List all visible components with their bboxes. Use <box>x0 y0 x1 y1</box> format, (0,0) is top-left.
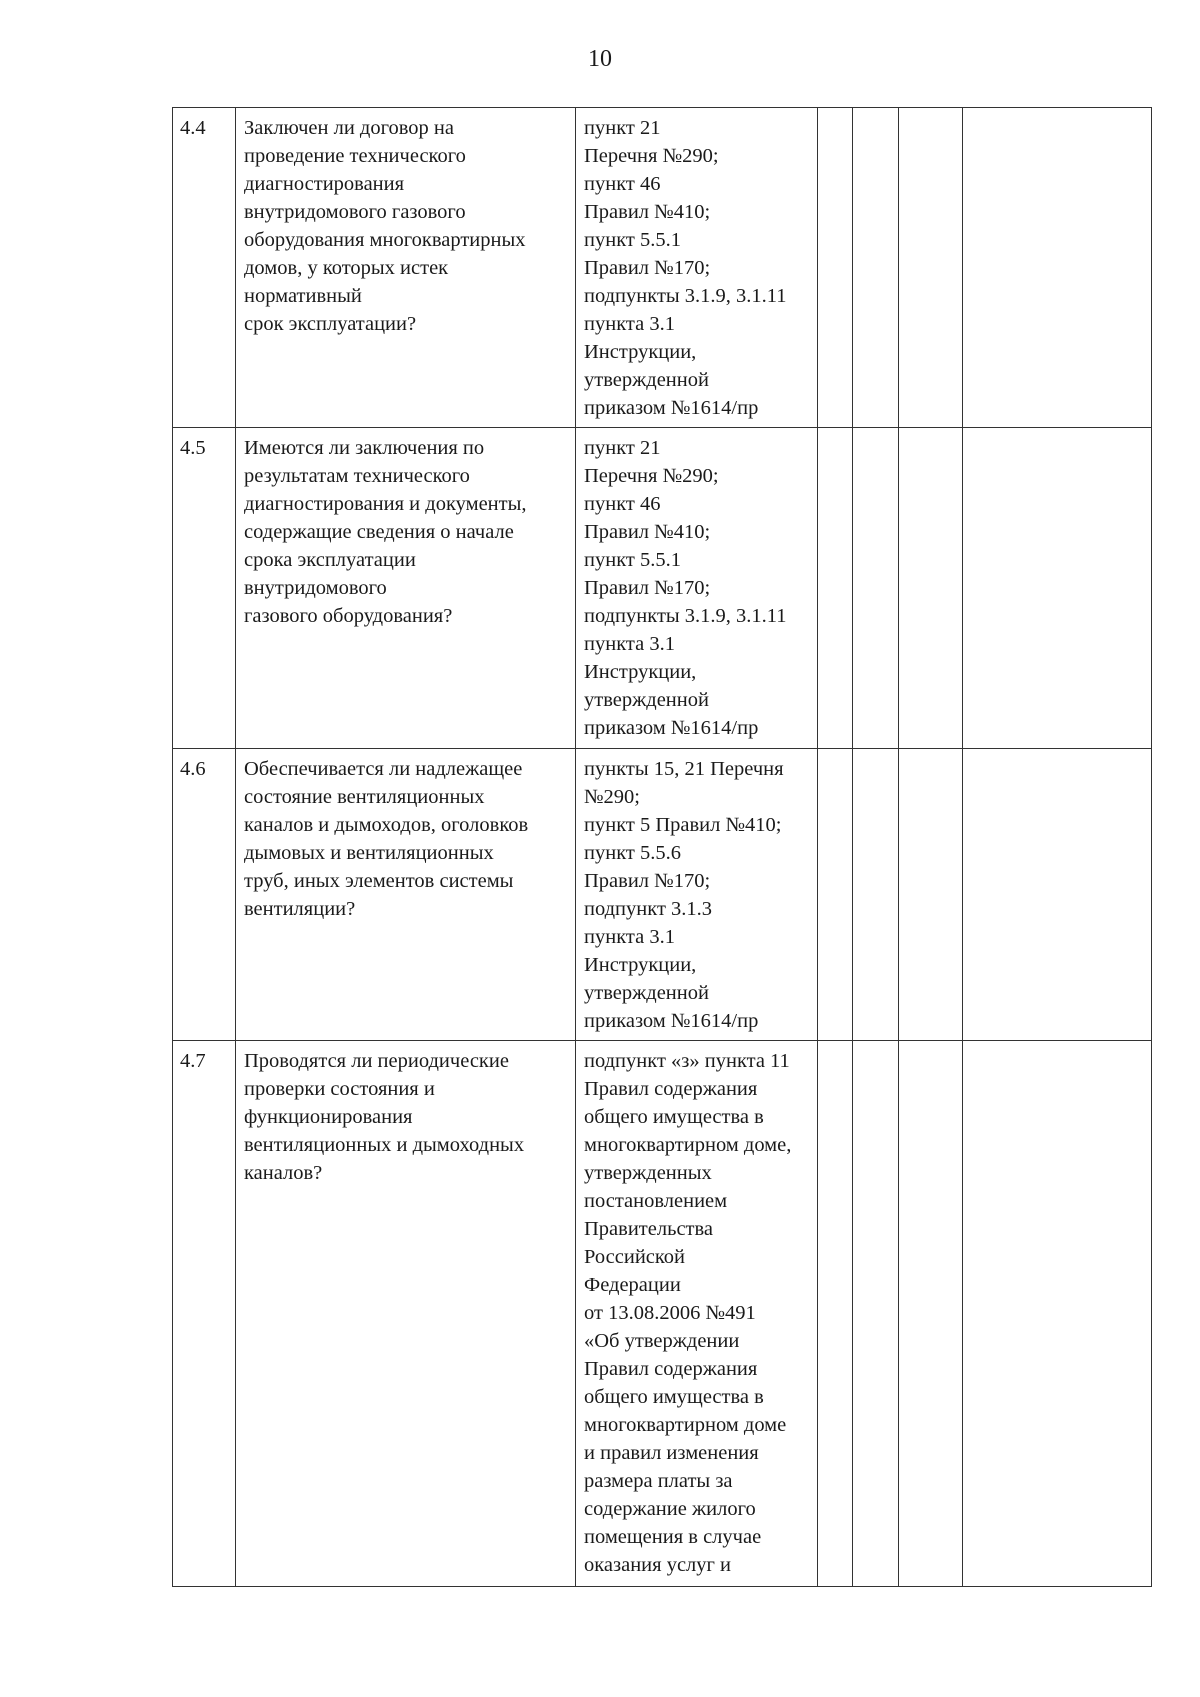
answer-cell-no <box>853 749 899 1041</box>
table-row <box>173 749 1152 1041</box>
item-number: 4.5 <box>173 428 236 749</box>
answer-cell-yes <box>818 108 853 428</box>
answer-cell-yes <box>818 1041 853 1587</box>
answer-cell-na <box>899 108 963 428</box>
table-row <box>173 1041 1152 1587</box>
comment-cell <box>963 749 1152 1041</box>
answer-cell-yes <box>818 749 853 1041</box>
legal-reference-cell: подпункт «з» пункта 11 Правил содержания общего имущества в многоквартирном доме, утвержденных постановлением Правительства Российской Федерации от 13.08.2006 №491 «Об утверждении Правил содержания общего имущества в многоквартирном доме и правил изменения размера платы за содержание жилого помещения в случае оказания услуг и <box>576 1041 818 1587</box>
checklist-table <box>172 107 1152 1587</box>
legal-reference-cell: пункт 21 Перечня №290; пункт 46 Правил №410; пункт 5.5.1 Правил №170; подпункты 3.1.9, 3.1.11 пункта 3.1 Инструкции, утвержденной приказом №1614/пр <box>576 108 818 428</box>
item-number: 4.6 <box>173 749 236 1041</box>
table-row <box>173 108 1152 428</box>
question-cell: Обеспечивается ли надлежащее состояние вентиляционных каналов и дымоходов, оголовков дымовых и вентиляционных труб, иных элементов системы вентиляции? <box>236 749 576 1041</box>
table-row <box>173 428 1152 749</box>
item-number: 4.7 <box>173 1041 236 1587</box>
answer-cell-no <box>853 1041 899 1587</box>
page-number: 10 <box>588 46 612 72</box>
answer-cell-na <box>899 1041 963 1587</box>
comment-cell <box>963 108 1152 428</box>
answer-cell-yes <box>818 428 853 749</box>
answer-cell-na <box>899 749 963 1041</box>
legal-reference-cell: пункты 15, 21 Перечня №290; пункт 5 Правил №410; пункт 5.5.6 Правил №170; подпункт 3.1.3 пункта 3.1 Инструкции, утвержденной приказом №1614/пр <box>576 749 818 1041</box>
legal-reference-cell: пункт 21 Перечня №290; пункт 46 Правил №410; пункт 5.5.1 Правил №170; подпункты 3.1.9, 3.1.11 пункта 3.1 Инструкции, утвержденной приказом №1614/пр <box>576 428 818 749</box>
item-number: 4.4 <box>173 108 236 428</box>
comment-cell <box>963 1041 1152 1587</box>
question-cell: Проводятся ли периодические проверки состояния и функционирования вентиляционных и дымоходных каналов? <box>236 1041 576 1587</box>
answer-cell-na <box>899 428 963 749</box>
answer-cell-no <box>853 108 899 428</box>
answer-cell-no <box>853 428 899 749</box>
question-cell: Имеются ли заключения по результатам технического диагностирования и документы, содержащие сведения о начале срока эксплуатации внутридомового газового оборудования? <box>236 428 576 749</box>
question-cell: Заключен ли договор на проведение технического диагностирования внутридомового газового оборудования многоквартирных домов, у которых истек нормативный срок эксплуатации? <box>236 108 576 428</box>
comment-cell <box>963 428 1152 749</box>
